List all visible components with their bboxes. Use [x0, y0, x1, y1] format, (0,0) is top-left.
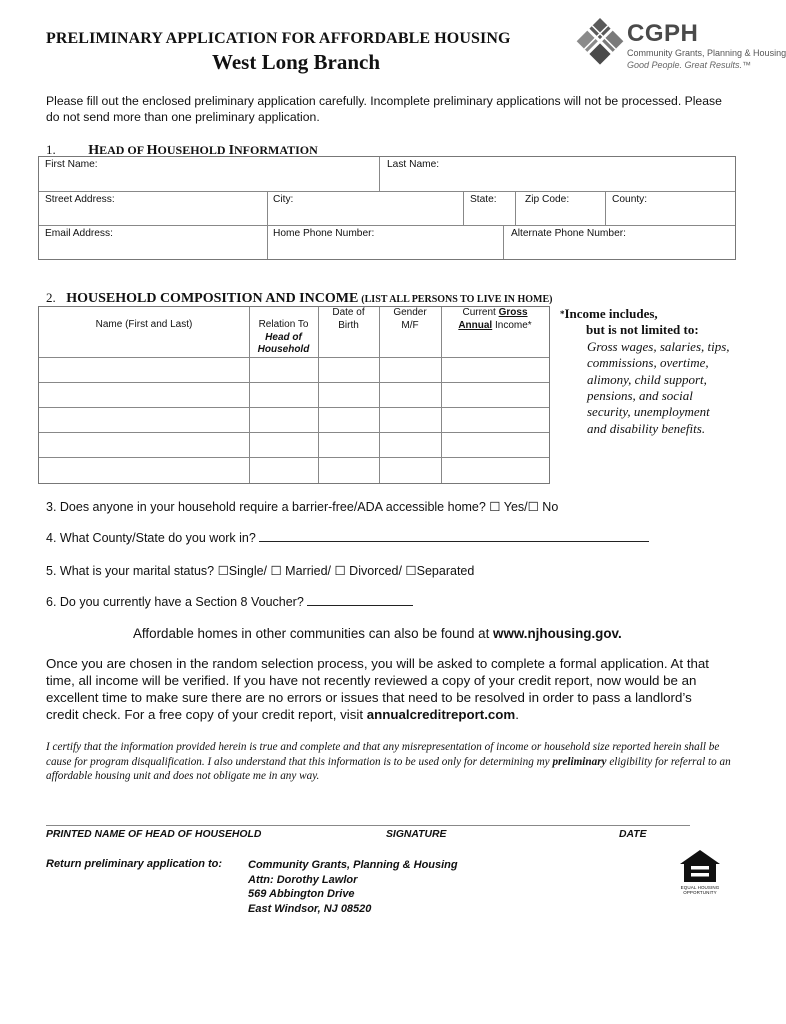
county-state-blank[interactable]	[259, 531, 649, 542]
cgph-logo	[575, 12, 786, 74]
col-name-header: Name (First and Last)	[95, 319, 193, 330]
intro-paragraph: Please fill out the enclosed preliminary application carefully. Incomplete preliminary applications will not be processed. Please do not send more than one preliminary application.	[46, 94, 722, 124]
document-title: PRELIMINARY APPLICATION FOR AFFORDABLE HOUSING	[46, 30, 511, 47]
document-subtitle: West Long Branch	[212, 50, 381, 74]
county-field[interactable]: County:	[612, 194, 648, 205]
njhousing-link[interactable]: www.njhousing.gov.	[493, 626, 622, 641]
eho-line1: EQUAL HOUSING	[680, 885, 720, 890]
col-gender-header: Gender M/F	[393, 307, 427, 331]
section2-title: HOUSEHOLD COMPOSITION AND INCOME (LIST ALL PERSONS TO LIVE IN HOME)	[66, 291, 553, 306]
affordable-homes-note: Affordable homes in other communities can also be found at www.njhousing.gov.	[133, 626, 622, 641]
income-note: *Income includes, but is not limited to: Gross wages, salaries, tips, commissions, overtime, alimony, child support, pensions, and social security, unemployment and disability benefits.	[560, 306, 730, 436]
alternate-phone-field[interactable]: Alternate Phone Number:	[511, 228, 626, 239]
eho-line2: OPPORTUNITY	[683, 890, 717, 895]
email-address-field[interactable]: Email Address:	[45, 228, 113, 239]
section1-title: HEAD OF HOUSEHOLD INFORMATION	[88, 143, 318, 158]
printed-name-label: PRINTED NAME OF HEAD OF HOUSEHOLD	[46, 829, 262, 840]
question-4-county[interactable]: 4. What County/State do you work in?	[46, 531, 649, 545]
section1-number: 1.	[46, 142, 56, 157]
section2-number: 2.	[46, 290, 56, 305]
col-relation-header: Relation To Head of Household	[257, 319, 310, 355]
section2-heading	[46, 289, 552, 307]
logo-org-name: Community Grants, Planning & Housing	[627, 48, 786, 58]
selection-process-paragraph: Once you are chosen in the random selection process, you will be asked to complete a formal application. At that time, all income will be verified. If you have not recently reviewed a copy of your credit report, now would be an excellent time to make sure there are no errors or issues that need to be resolved in order to pass a landlord’s credit check. For a free copy of your credit report, visit annualcreditreport.com.	[46, 656, 709, 722]
cgph-diamond-icon	[575, 12, 625, 74]
signature-label: SIGNATURE	[386, 829, 447, 840]
annualcreditreport-link[interactable]: annualcreditreport.com	[366, 707, 516, 722]
return-address: Community Grants, Planning & Housing Attn: Dorothy Lawlor 569 Abbington Drive East Windsor, NJ 08520	[248, 859, 458, 915]
question-6-section8[interactable]: 6. Do you currently have a Section 8 Voucher?	[46, 595, 413, 609]
section8-blank[interactable]	[307, 595, 413, 606]
question-3-ada[interactable]: 3. Does anyone in your household require a barrier-free/ADA accessible home? ☐ Yes/☐ No	[46, 500, 559, 514]
city-field[interactable]: City:	[273, 194, 294, 205]
zip-code-field[interactable]: Zip Code:	[525, 194, 570, 205]
logo-tagline: Good People. Great Results.™	[627, 60, 752, 70]
equal-housing-house-icon	[676, 848, 724, 884]
first-name-field[interactable]: First Name:	[45, 159, 98, 170]
col-income-header: Current Gross Annual Income*	[458, 307, 532, 331]
logo-text: CGPH	[627, 20, 699, 47]
household-composition-table	[38, 306, 550, 484]
state-field[interactable]: State:	[470, 194, 497, 205]
equal-housing-logo	[676, 848, 724, 900]
return-label: Return preliminary application to:	[46, 858, 223, 870]
question-5-marital[interactable]: 5. What is your marital status? ☐Single/ ☐ Married/ ☐ Divorced/ ☐Separated	[46, 564, 475, 578]
signature-line[interactable]	[46, 825, 690, 826]
col-dob-header: Date of Birth	[332, 307, 365, 331]
date-label: DATE	[619, 829, 647, 840]
street-address-field[interactable]: Street Address:	[45, 194, 115, 205]
last-name-field[interactable]: Last Name:	[387, 159, 440, 170]
home-phone-field[interactable]: Home Phone Number:	[273, 228, 375, 239]
certification-statement: I certify that the information provided herein is true and complete and that any misrepresentation of income or household size reported herein shall be cause for program disqualification. I also understand that this information is to be used only for determining my preliminary eligibility for referral to an affordable housing unit and does not obligate me in any way.	[46, 741, 731, 782]
head-of-household-table	[38, 156, 736, 260]
